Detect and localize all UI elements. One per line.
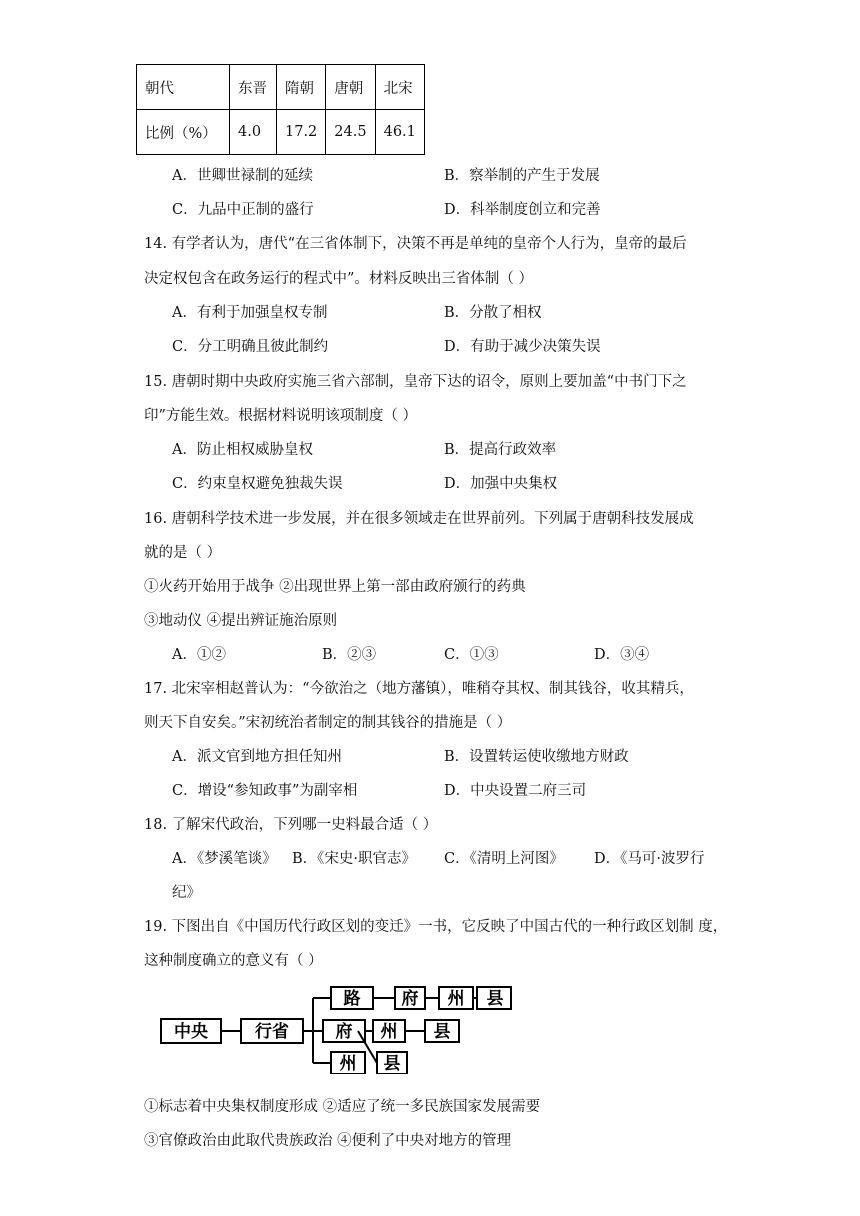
q17-option-d[interactable]: D．中央设置二府三司 [444, 783, 587, 799]
q18-option-a[interactable]: A．《梦溪笔谈》 [172, 851, 277, 867]
q16-stem-line-1: 16. 唐朝科学技术进一步发展，并在很多领域走在世界前列。下列属于唐朝科技发展成 [144, 511, 694, 527]
table-row [137, 110, 425, 155]
diagram-row1-zhou: 州 [447, 989, 465, 1009]
q14-stem-line-1: 14. 有学者认为，唐代“在三省体制下，决策不再是单纯的皇帝个人行为，皇帝的最后 [144, 236, 687, 252]
table-cell: 46.1 [375, 110, 424, 155]
q15-option-d[interactable]: D．加强中央集权 [444, 476, 558, 492]
q13-option-b[interactable]: B．察举制的产生于发展 [444, 168, 600, 184]
q15-stem-line-1: 15. 唐朝时期中央政府实施三省六部制，皇帝下达的诏令，原则上要加盖“中书门下之 [144, 374, 687, 390]
table-cell: 4.0 [230, 110, 277, 155]
q19-stem-line-1: 19. 下图出自《中国历代行政区划的变迁》一书，它反映了中国古代的一种行政区划制 度， [144, 919, 728, 935]
diagram-province: 行省 [255, 1022, 289, 1042]
q16-option-b[interactable]: B．②③ [322, 647, 377, 663]
q15-stem-line-2: 印”方能生效。根据材料说明该项制度（ ） [144, 408, 418, 424]
table-cell: 比例（%） [137, 110, 230, 155]
q17-option-c[interactable]: C．增设“参知政事”为副宰相 [172, 783, 358, 799]
q14-option-a[interactable]: A．有利于加强皇权专制 [172, 305, 328, 321]
q16-stem-line-2: 就的是（ ） [144, 545, 222, 561]
diagram-row3-zhou: 州 [339, 1054, 357, 1074]
diagram-row1-lu: 路 [343, 989, 361, 1009]
q13-option-c[interactable]: C．九品中正制的盛行 [172, 202, 314, 218]
q14-option-d[interactable]: D．有助于减少决策失误 [444, 339, 601, 355]
q18-option-b[interactable]: B．《宋史·职官志》 [292, 851, 417, 867]
q17-stem-line-1: 17. 北宋宰相赵普认为：“今欲治之（地方藩镇），唯稍夺其权、制其钱谷，收其精兵， [144, 681, 694, 697]
q16-statements-2: ③地动仪 ④提出辨证施治原则 [144, 613, 338, 629]
q13-option-a[interactable]: A．世卿世禄制的延续 [172, 168, 313, 184]
q17-stem-line-2: 则天下自安矣。”宋初统治者制定的制其钱谷的措施是（ ） [144, 715, 512, 731]
diagram-row2-zhou: 州 [380, 1022, 398, 1042]
q15-option-c[interactable]: C．约束皇权避免独裁失误 [172, 476, 343, 492]
diagram-row1-xian: 县 [486, 989, 504, 1009]
q18-option-d[interactable]: D．《马可·波罗行 [594, 851, 705, 867]
q19-statements-1: ①标志着中央集权制度形成 ②适应了统一多民族国家发展需要 [144, 1099, 541, 1115]
diagram-row1-fu: 府 [401, 989, 419, 1009]
q13-option-d[interactable]: D．科举制度创立和完善 [444, 202, 601, 218]
q15-option-a[interactable]: A．防止相权威胁皇权 [172, 442, 313, 458]
diagram-row2-xian: 县 [433, 1022, 451, 1042]
q18-option-d-continued: 纪》 [172, 885, 201, 901]
table-cell: 17.2 [277, 110, 326, 155]
q16-option-c[interactable]: C．①③ [444, 647, 499, 663]
q16-option-d[interactable]: D．③④ [594, 647, 650, 663]
q18-stem-line-1: 18. 了解宋代政治，下列哪一史料最合适（ ） [144, 817, 438, 833]
diagram-central: 中央 [174, 1022, 208, 1042]
q14-option-c[interactable]: C．分工明确且彼此制约 [172, 339, 329, 355]
table-header-cell: 朝代 [137, 65, 230, 110]
q15-option-b[interactable]: B．提高行政效率 [444, 442, 557, 458]
q14-option-b[interactable]: B．分散了相权 [444, 305, 542, 321]
q16-option-a[interactable]: A．①② [172, 647, 226, 663]
q17-option-a[interactable]: A．派文官到地方担任知州 [172, 749, 342, 765]
q16-statements-1: ①火药开始用于战争 ②出现世界上第一部由政府颁行的药典 [144, 579, 526, 595]
table-header-cell: 北宋 [375, 65, 424, 110]
table-header-row [137, 65, 425, 110]
table-header-cell: 唐朝 [326, 65, 375, 110]
diagram-row3-xian: 县 [383, 1054, 401, 1074]
table-header-cell: 隋朝 [277, 65, 326, 110]
q14-stem-line-2: 决定权包含在政务运行的程式中”。材料反映出三省体制（ ） [144, 271, 534, 287]
q19-stem-line-2: 这种制度确立的意义有（ ） [144, 953, 323, 969]
q17-option-b[interactable]: B．设置转运使收缴地方财政 [444, 749, 629, 765]
table-cell: 24.5 [326, 110, 375, 155]
proportion-table [136, 64, 425, 155]
q19-statements-2: ③官僚政治由此取代贵族政治 ④便利了中央对地方的管理 [144, 1133, 512, 1149]
q18-option-c[interactable]: C．《清明上河图》 [444, 851, 564, 867]
administrative-hierarchy-diagram [155, 984, 515, 1074]
diagram-row2-fu: 府 [335, 1022, 353, 1042]
table-header-cell: 东晋 [230, 65, 277, 110]
